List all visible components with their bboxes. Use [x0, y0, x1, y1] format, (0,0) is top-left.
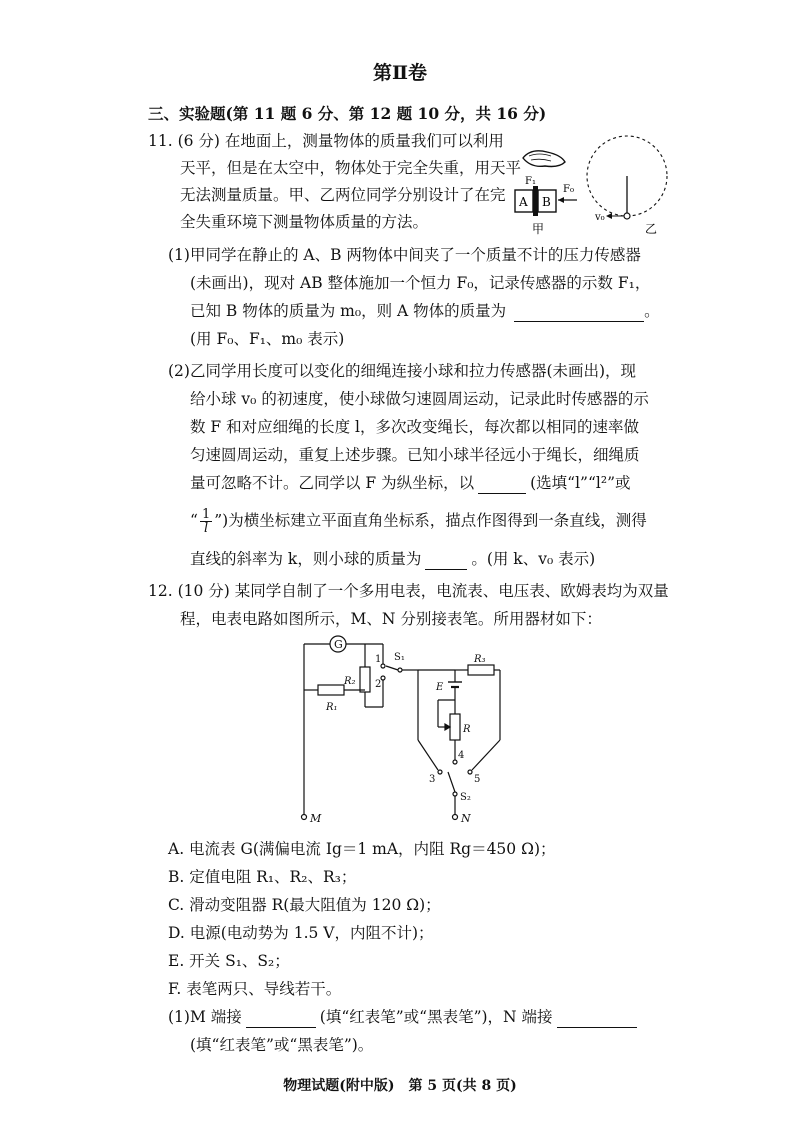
label-s2: S₂: [460, 792, 471, 803]
q11-line2: 天平，但是在太空中，物体处于完全失重，用天平: [180, 159, 522, 177]
circuit-diagram: [290, 632, 510, 832]
q11-p2-line1: (2)乙同学用长度可以变化的细绳连接小球和拉力传感器(未画出)，现: [168, 362, 637, 380]
q12-line2: 程，电表电路如图所示，M、N 分别接表笔。所用器材如下：: [180, 610, 602, 628]
label-n2: 2: [375, 679, 382, 690]
q11-p2-line7-a: 直线的斜率为 k，则小球的质量为: [190, 550, 422, 568]
page-footer: 物理试题(附中版) 第 5 页(共 8 页): [283, 1078, 517, 1094]
label-g: G: [334, 638, 343, 651]
q12-item-d: D. 电源(电动势为 1.5 V，内阻不计)；: [168, 924, 434, 942]
frac-numerator: 1: [201, 507, 211, 522]
rheostat-r: [450, 714, 460, 740]
q12-item-a: A. 电流表 G(满偏电流 Ig＝1 mA，内阻 Rg＝450 Ω)；: [168, 840, 556, 858]
q11-p1-line4: (用 F₀、F₁、m₀ 表示): [190, 330, 345, 348]
label-n3: 3: [429, 774, 436, 785]
q12-p1-line2: (填“红表笔”或“黑表笔”)。: [190, 1036, 374, 1054]
q11-p1-line3-text: 已知 B 物体的质量为 m₀，则 A 物体的质量为: [190, 302, 507, 320]
label-r: R: [463, 724, 471, 735]
label-b: B: [542, 195, 551, 209]
label-r2: R₂: [344, 676, 356, 687]
q12-p1-line1: [168, 1006, 637, 1028]
label-yi: 乙: [645, 222, 658, 235]
label-s1: S₁: [394, 652, 405, 663]
answer-blank-n[interactable]: [557, 1009, 637, 1028]
label-r3: R₃: [474, 654, 486, 665]
label-n4: 4: [458, 750, 465, 761]
section-heading: 三、实验题(第 11 题 6 分、第 12 题 10 分，共 16 分): [148, 104, 547, 123]
q11-p2-line7-b: 。(用 k、v₀ 表示): [471, 550, 596, 568]
q11-p2-line7: [190, 548, 595, 570]
q11-figure: [505, 130, 680, 235]
label-a: A: [519, 195, 528, 209]
label-m: M: [310, 812, 322, 825]
q11-p1-line2: (未画出)，现对 AB 整体施加一个恒力 F₀，记录传感器的示数 F₁，: [190, 274, 651, 292]
q12-item-e: E. 开关 S₁、S₂；: [168, 952, 290, 970]
q12-item-b: B. 定值电阻 R₁、R₂、R₃；: [168, 868, 357, 886]
hand-icon: [523, 151, 565, 167]
label-f1: F₁: [525, 176, 536, 187]
q11-p2-line5-b: (选填“l”“l²”或: [530, 474, 631, 492]
label-n1: 1: [375, 654, 382, 665]
q11-p1-line3: [190, 300, 660, 322]
q11-p2-line5: [190, 472, 631, 494]
q12-line1: 12. (10 分) 某同学自制了一个多用电表，电流表、电压表、欧姆表均为双量: [148, 582, 669, 600]
q11-p2-line2: 给小球 v₀ 的初速度，使小球做匀速圆周运动，记录此时传感器的示: [190, 390, 649, 408]
q11-p2-line6-a: “: [190, 511, 198, 530]
answer-blank-2[interactable]: [478, 475, 526, 494]
answer-blank-m[interactable]: [246, 1009, 316, 1028]
q11-p1-line1: (1)甲同学在静止的 A、B 两物体中间夹了一个质量不计的压力传感器: [168, 246, 641, 264]
resistor-r2: [360, 667, 370, 692]
q11-p2-line5-a: 量可忽略不计。乙同学以 F 为纵坐标，以: [190, 474, 475, 492]
answer-blank-1[interactable]: [514, 303, 644, 322]
switch-s1-blade: [386, 666, 398, 670]
q11-p2-line4: 匀速圆周运动，重复上述步骤。已知小球半径远小于绳长，细绳质: [190, 446, 640, 464]
fraction-one-over-l: [200, 508, 212, 535]
label-n: N: [461, 812, 471, 825]
label-e: E: [436, 682, 444, 693]
q11-line3: 无法测量质量。甲、乙两位同学分别设计了在完: [180, 186, 506, 204]
q11-p2-line6: [190, 508, 647, 535]
q12-item-f: F. 表笔两只、导线若干。: [168, 980, 342, 998]
q12-item-c: C. 滑动变阻器 R(最大阻值为 120 Ω)；: [168, 896, 441, 914]
q12-p1-a: (1)M 端接: [168, 1008, 242, 1026]
label-f0: F₀: [563, 184, 574, 195]
frac-denominator: l: [203, 521, 209, 536]
answer-blank-3[interactable]: [425, 551, 467, 570]
label-r1: R₁: [326, 702, 338, 713]
label-v0: v₀: [595, 212, 605, 223]
q11-line1: 11. (6 分) 在地面上，测量物体的质量我们可以利用: [148, 132, 504, 150]
resistor-r3: [468, 665, 494, 675]
q11-line4: 全失重环境下测量物体质量的方法。: [180, 213, 429, 231]
q11-p2-line3: 数 F 和对应细绳的长度 l，多次改变绳长，每次都以相同的速率做: [190, 418, 639, 436]
q11-p1-line3-end: 。: [644, 302, 660, 320]
label-n5: 5: [474, 774, 481, 785]
page-title: 第Ⅱ卷: [372, 62, 427, 84]
resistor-r1: [318, 685, 344, 695]
q12-p1-b: (填“红表笔”或“黑表笔”)，N 端接: [319, 1008, 553, 1026]
label-jia: 甲: [532, 222, 545, 235]
switch-s2-blade: [448, 772, 455, 792]
q11-p2-line6-b: ”)为横坐标建立平面直角坐标系，描点作图得到一条直线，测得: [214, 511, 647, 530]
